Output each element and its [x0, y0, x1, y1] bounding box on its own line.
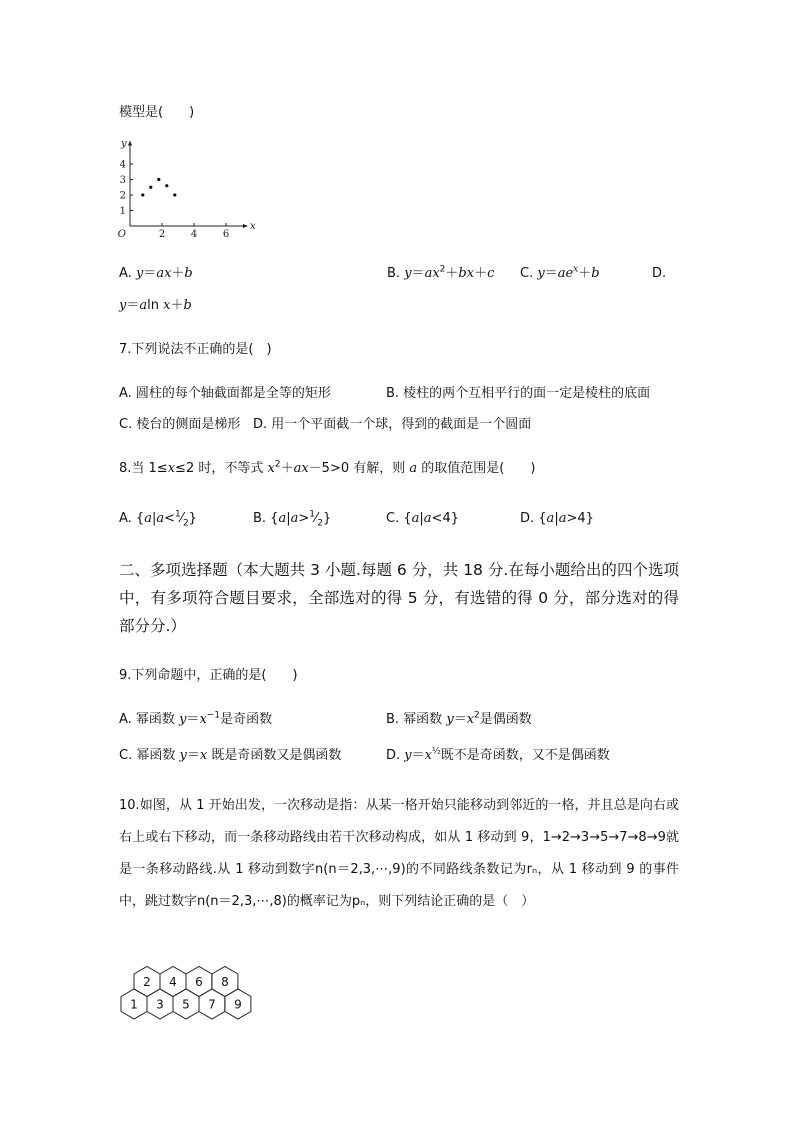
q6-option-d: y＝aln x＋b: [119, 298, 192, 313]
hex-cell-number: 2: [143, 975, 151, 989]
hex-cell-number: 4: [169, 975, 177, 989]
q6-option-d-label: D.: [652, 266, 667, 281]
y-tick-label: 2: [119, 190, 126, 202]
q8-option-d: D. {a|a>4}: [520, 511, 594, 526]
y-axis-arrow: [128, 141, 132, 146]
q9-option-c: C. 幂函数 y＝x 既是奇函数又是偶函数: [119, 748, 342, 763]
y-axis-label: y: [121, 138, 127, 150]
q7-option-d: D. 用一个平面截一个球，得到的截面是一个圆面: [253, 417, 532, 432]
hex-cell-number: 9: [234, 997, 242, 1012]
q7-option-c: C. 棱台的侧面是梯形: [119, 417, 241, 432]
q8-option-b: B. $\{a|a>^1⁄_2\}$: [253, 509, 332, 529]
hex-cell-number: 8: [221, 975, 229, 989]
q6-option-c: C. $y=ae^x+b$: [520, 264, 600, 281]
x-axis-label: x: [250, 221, 256, 232]
q6-option-b: B. $y=ax^2+bx+c$: [387, 264, 495, 281]
scatter-point: [165, 184, 168, 187]
x-tick-label: 4: [190, 229, 198, 240]
q7-option-b: B. 棱柱的两个互相平行的面一定是棱柱的底面: [386, 386, 651, 401]
y-tick-label: 3: [119, 175, 126, 186]
question-6-stem-tail: 模型是( ): [119, 105, 195, 120]
q6-option-a: A. y＝ax＋b: [119, 266, 193, 281]
hex-cell-number: 5: [182, 997, 190, 1012]
q6-scatter-chart: [110, 140, 270, 240]
hex-cell-number: 3: [156, 997, 164, 1012]
y-tick-label: 1: [119, 206, 126, 217]
scatter-point: [149, 186, 152, 189]
question-8-stem: 8.当 1≤x≤2 时，不等式 $x^2+ax-5>0$ 有解，则 a 的取值范围是( ): [119, 459, 536, 476]
origin-label: O: [117, 229, 126, 240]
hex-cell-number: 6: [195, 975, 203, 989]
scatter-point: [157, 178, 160, 181]
x-tick-label: 6: [222, 229, 230, 240]
q9-option-b: B. 幂函数 $y=x^2$是偶函数: [386, 710, 532, 727]
x-tick-label: 2: [158, 229, 166, 240]
question-9-stem: 9.下列命题中，正确的是( ): [119, 668, 298, 683]
scatter-point: [173, 193, 176, 196]
question-7-stem: 7.下列说法不正确的是( ): [119, 342, 272, 357]
hex-cell-number: 1: [130, 997, 138, 1012]
question-10-stem: 10.如图，从 1 开始出发，一次移动是指：从某一格开始只能移动到邻近的一格，并且总是向右或右上或右下移动，而一条移动路线由若干次移动构成，如从 1 移动到 9，1→2→3→5→7→8→9就是一条移动路线.从 1 移动到数字n(n＝2,3,⋯,9)的不同路线条数记为rₙ，从 1 移动到 9 的事件中，跳过数字n(n＝2,3,⋯,8)的概率记为pₙ，则下列结论正确的是（ ）: [119, 798, 679, 909]
section-2-heading: 二、多项选择题（本大题共 3 小题.每题 6 分，共 18 分.在每小题给出的四个选项中，有多项符合题目要求，全部选对的得 5 分，有选错的得 0 分，部分选对的得部分分.）: [119, 561, 679, 635]
hexagon-grid-diagram: [118, 960, 273, 1025]
q7-option-a: A. 圆柱的每个轴截面都是全等的矩形: [119, 386, 331, 401]
x-axis-arrow: [243, 224, 248, 228]
scatter-point: [141, 193, 144, 196]
q8-option-c: C. {a|a<4}: [386, 511, 459, 526]
q9-option-a: A. 幂函数 $y=x^{-1}$是奇函数: [119, 710, 273, 727]
q9-option-d: D. $y=x^{\frac{1}{2}}$既不是奇函数，又不是偶函数: [386, 746, 610, 763]
hex-cell-number: 7: [208, 997, 216, 1012]
y-tick-label: 4: [119, 159, 126, 171]
q8-option-a: A. $\{a|a<^1⁄_2\}$: [119, 509, 197, 529]
